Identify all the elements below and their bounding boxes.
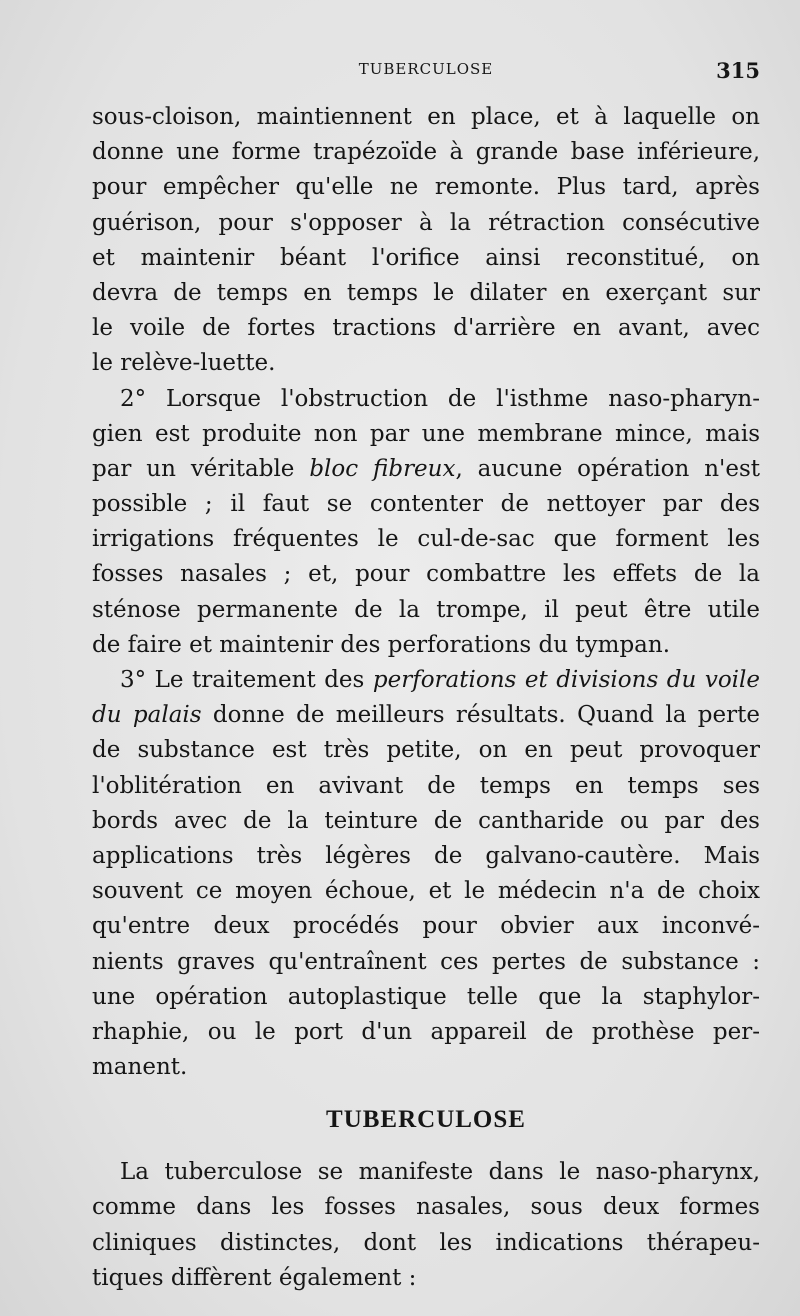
- section-heading: TUBERCULOSE: [326, 1106, 526, 1134]
- text-line: applications très légères de galvano-cautère. Mais: [92, 842, 760, 869]
- text-run: 3° Le traitement des: [120, 667, 373, 693]
- text-line: [92, 663, 760, 698]
- text-run: , aucune opération n'est: [455, 455, 761, 482]
- text-line: une opération autoplastique telle que la staphylor-: [92, 983, 760, 1010]
- text-line: 2° Lorsque l'obstruction de l'isthme naso-pharyn-: [120, 385, 760, 412]
- text-line: le relève-luette.: [92, 350, 276, 377]
- text-line: pour empêcher qu'elle ne remonte. Plus tard, après: [92, 174, 760, 201]
- text-line: nients graves qu'entraînent ces pertes de substance :: [92, 948, 760, 975]
- italic-run: du palais: [92, 702, 202, 729]
- text-line: souvent ce moyen échoue, et le médecin n'a de choix: [92, 878, 760, 905]
- text-line: fosses nasales ; et, pour combattre les effets de la: [92, 561, 760, 588]
- paragraph-4: [92, 1155, 760, 1296]
- text-line: le voile de fortes tractions d'arrière en avant, avec: [92, 315, 760, 342]
- paragraph-1: [92, 100, 760, 382]
- text-line: qu'entre deux procédés pour obvier aux inconvé-: [92, 913, 760, 940]
- text-line: donne une forme trapézoïde à grande base inférieure,: [92, 139, 760, 166]
- page-number: 315: [716, 58, 760, 83]
- body-text: [92, 100, 760, 1296]
- text-line: irrigations fréquentes le cul-de-sac que forment les: [92, 526, 760, 553]
- text-line: et maintenir béant l'orifice ainsi reconstitué, on: [92, 244, 760, 271]
- text-line: La tuberculose se manifeste dans le naso-pharynx,: [120, 1159, 760, 1186]
- text-line: sténose permanente de la trompe, il peut être utile: [92, 596, 760, 623]
- text-run: par un véritable: [92, 455, 310, 482]
- text-line: sous-cloison, maintiennent en place, et à laquelle on: [92, 104, 760, 130]
- text-line: devra de temps en temps le dilater en exerçant sur: [92, 279, 760, 306]
- text-line: rhaphie, ou le port d'un appareil de prothèse per-: [92, 1018, 760, 1045]
- paragraph-2: [92, 382, 760, 664]
- page-header: [92, 58, 760, 82]
- text-run: donne de meilleurs résultats. Quand la perte: [201, 702, 760, 729]
- running-title: TUBERCULOSE: [358, 60, 494, 78]
- text-line: manent.: [92, 1054, 188, 1081]
- text-line: [92, 698, 760, 733]
- text-line: gien est produite non par une membrane mince, mais: [92, 420, 760, 447]
- text-line: [92, 452, 760, 487]
- text-line: de faire et maintenir des perforations du tympan.: [92, 631, 670, 658]
- text-line: possible ; il faut se contenter de nettoyer par des: [92, 491, 760, 518]
- paragraph-3: [92, 663, 760, 1085]
- text-line: l'oblitération en avivant de temps en temps ses: [92, 772, 760, 799]
- text-line: guérison, pour s'opposer à la rétraction consécutive: [92, 209, 760, 236]
- text-line: comme dans les fosses nasales, sous deux formes: [92, 1194, 760, 1221]
- text-line: de substance est très petite, on en peut provoquer: [92, 737, 760, 764]
- text-line: cliniques distinctes, dont les indications thérapeu-: [92, 1229, 760, 1256]
- italic-run: perforations et divisions du voile: [372, 667, 760, 693]
- text-line: tiques diffèrent également :: [92, 1264, 417, 1291]
- italic-run: bloc fibreux: [309, 455, 456, 482]
- text-line: bords avec de la teinture de cantharide ou par des: [92, 807, 760, 834]
